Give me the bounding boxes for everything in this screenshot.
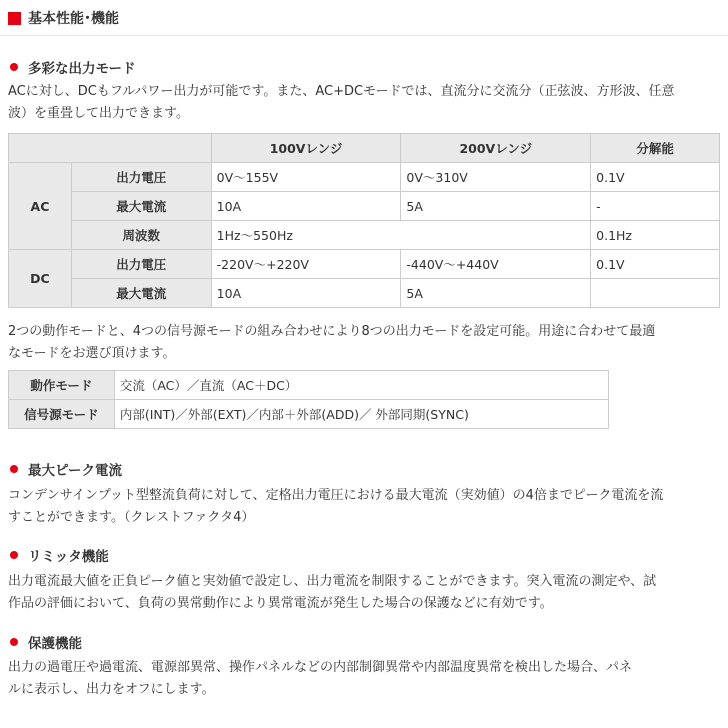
row-label: 最大電流 [71,279,211,308]
row-label: 最大電流 [71,192,211,221]
table-cell: 0.1V [591,250,720,279]
row-label: 周波数 [71,221,211,250]
table-row [9,163,720,192]
table-cell: 0.1V [591,163,720,192]
table-cell [591,279,720,308]
section-paragraph [8,657,720,701]
row-label: 動作モード [9,371,115,400]
section-heading-output-modes [10,57,135,77]
page-header [8,8,119,28]
paragraph-line: 出力電流最大値を正負ピーク値と実効値で設定し、出力電流を制限することができます。突入電流の測定や、試 [8,574,657,589]
row-label: 出力電圧 [71,163,211,192]
section-title: 多彩な出力モード [28,61,136,77]
section-heading-limiter [10,545,109,565]
page-title: 基本性能･機能 [28,11,119,27]
red-square-icon [8,12,21,25]
table-cell: 5A [401,192,591,221]
section-title: リミッタ機能 [28,549,109,565]
table-header-row [9,134,720,163]
row-group-label: AC [9,163,72,250]
column-header: 100Vレンジ [211,134,401,163]
red-bullet-icon [10,465,18,473]
red-bullet-icon [10,63,18,71]
paragraph-line: 波）を重畳して出力できます。 [8,106,189,121]
spec-table [8,133,720,308]
table-cell: 10A [211,192,401,221]
table-cell: 0.1Hz [591,221,720,250]
row-group-label: DC [9,250,72,308]
section-paragraph [8,81,720,125]
paragraph-line: 作品の評価において、負荷の異常動作により異常電流が発生した場合の保護などに有効です。 [8,596,553,611]
table-cell: -440V〜+440V [401,250,591,279]
row-label: 出力電圧 [71,250,211,279]
table-cell: 内部(INT)／外部(EXT)／内部＋外部(ADD)／ 外部同期(SYNC) [114,400,608,429]
table-cell: - [591,192,720,221]
section-paragraph [8,571,720,615]
section-heading-protection [10,632,82,652]
red-bullet-icon [10,551,18,559]
section-heading-peak-current [10,459,122,479]
paragraph-line: ACに対し、DCもフルパワー出力が可能です。また、AC+DCモードでは、直流分に交流分（正弦波、方形波、任意 [8,84,675,99]
table-cell: 1Hz〜550Hz [211,221,590,250]
table-row [9,250,720,279]
paragraph-line: すことができます。（クレストファクタ4） [8,510,255,525]
paragraph-line: 2つの動作モードと、4つの信号源モードの組み合わせにより8つの出力モードを設定可能。用途に合わせて最適 [8,324,656,339]
table-cell: 10A [211,279,401,308]
table-cell: -220V〜+220V [211,250,401,279]
section-title: 保護機能 [28,636,82,652]
paragraph-line: なモードをお選び頂けます。 [8,346,176,361]
table-row [9,400,609,429]
table-cell: 0V〜310V [401,163,591,192]
red-bullet-icon [10,638,18,646]
table-corner-cell [9,134,212,163]
section-paragraph [8,485,720,529]
table-cell: 交流（AC）／直流（AC＋DC） [114,371,608,400]
section-paragraph [8,321,720,365]
column-header: 200Vレンジ [401,134,591,163]
paragraph-line: 出力の過電圧や過電流、電源部異常、操作パネルなどの内部制御異常や内部温度異常を検出した場合、パネ [8,660,633,675]
table-cell: 5A [401,279,591,308]
table-row [9,192,720,221]
table-cell: 0V〜155V [211,163,401,192]
column-header: 分解能 [591,134,720,163]
row-label: 信号源モード [9,400,115,429]
section-title: 最大ピーク電流 [28,463,122,479]
table-row [9,371,609,400]
header-divider [0,35,728,36]
mode-table [8,370,609,429]
table-row [9,221,720,250]
table-row [9,279,720,308]
paragraph-line: ルに表示し、出力をオフにします。 [8,682,215,697]
paragraph-line: コンデンサインプット型整流負荷に対して、定格出力電圧における最大電流（実効値）の4倍までピーク電流を流 [8,488,664,503]
